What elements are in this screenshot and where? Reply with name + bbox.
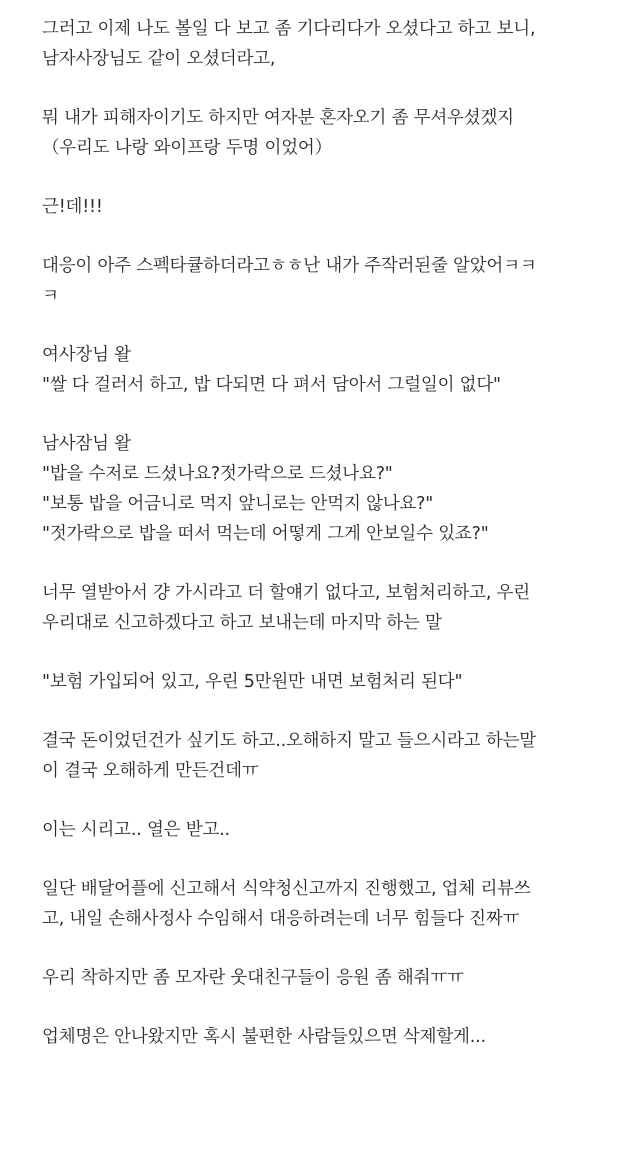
text-line: 일단 배달어플에 신고해서 식약청신고까지 진행했고, 업체 리뷰쓰 [42,879,531,899]
text-line: 이 결국 오해하게 만든건데ㅠ [42,761,259,781]
paragraph [42,340,640,400]
paragraph [42,667,640,697]
text-line: 그러고 이제 나도 볼일 다 보고 좀 기다리다가 오셨다고 하고 보니, [42,19,536,39]
text-line: 여사장님 왈 [42,345,131,365]
text-line: "보험 가입되어 있고, 우린 5만원만 내면 보험처리 된다" [42,672,463,692]
text-line: 이는 시리고.. 열은 받고.. [42,820,230,840]
text-line: "보통 밥을 어금니로 먹지 앞니로는 안먹지 않나요?" [42,494,434,514]
text-line: 뭐 내가 피해자이기도 하지만 여자분 혼자오기 좀 무셔우셨겠지 [42,108,514,128]
text-line: （우리도 나랑 와이프랑 두명 이었어） [42,138,332,158]
paragraph [42,192,640,222]
text-line: 고, 내일 손해사정사 수임해서 대응하려는데 너무 힘들다 진짜ㅠ [42,909,520,929]
paragraph [42,874,640,934]
text-line: 남자사장님도 같이 오셨더라고, [42,49,276,69]
paragraph [42,726,640,786]
text-line: "젓가락으로 밥을 떠서 먹는데 어떻게 그게 안보일수 있죠?" [42,524,489,544]
text-line: 대응이 아주 스펙타큘하더라고ㅎㅎ난 내가 주작러된줄 알았어ㅋㅋ [42,256,537,276]
paragraph [42,578,640,638]
text-line: 근!데!!! [42,197,103,217]
paragraph [42,251,640,311]
paragraph [42,429,640,549]
text-line: 남사잠님 왈 [42,434,131,454]
paragraph [42,1022,640,1052]
text-line: "밥을 수저로 드셨나요?젓가락으로 드셨나요?" [42,464,393,484]
text-line: ㅋ [42,286,59,306]
text-line: 우리대로 신고하겠다고 하고 보내는데 마지막 하는 말 [42,613,442,633]
text-line: 너무 열받아서 걍 가시라고 더 할얘기 없다고, 보험처리하고, 우린 [42,583,530,603]
paragraph [42,963,640,993]
text-line: "쌀 다 걸러서 하고, 밥 다되면 다 펴서 담아서 그럴일이 없다" [42,375,501,395]
text-line: 우리 착하지만 좀 모자란 웃대친구들이 응원 좀 해줘ㅠㅠ [42,968,464,988]
paragraph [42,815,640,845]
paragraph [42,14,640,74]
text-line: 업체명은 안나왔지만 혹시 불편한 사람들있으면 삭제할게... [42,1027,486,1047]
paragraph [42,103,640,163]
text-line: 결국 돈이었던건가 싶기도 하고..오해하지 말고 들으시라고 하는말 [42,731,536,751]
